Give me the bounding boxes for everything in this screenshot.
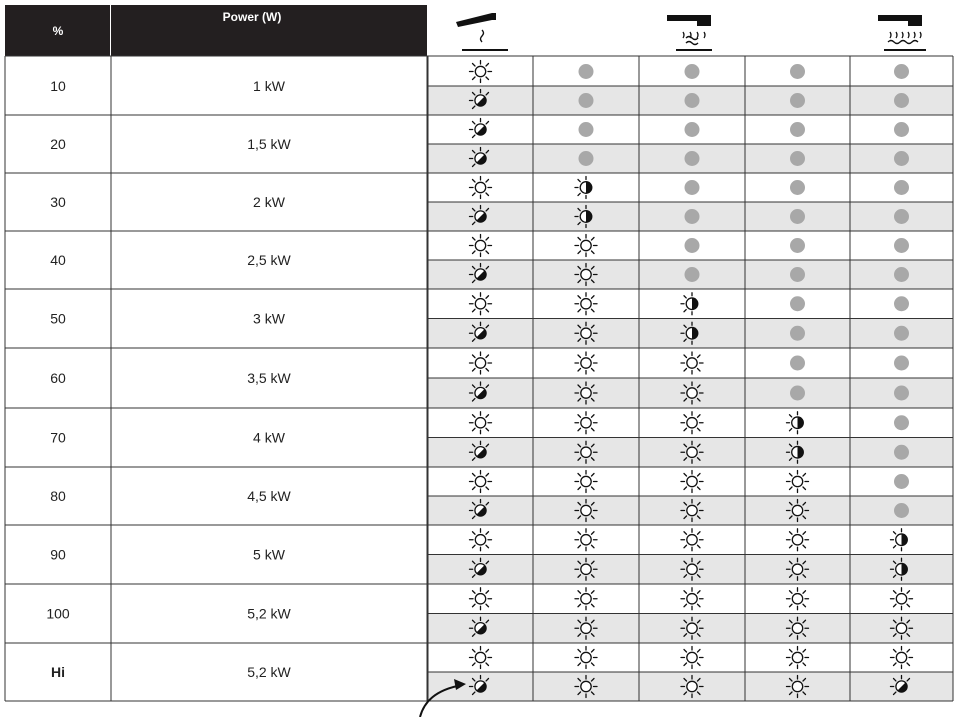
half-circle-icon bbox=[681, 293, 698, 315]
table-row bbox=[5, 412, 953, 467]
off-dot bbox=[790, 238, 805, 253]
sun-icon bbox=[470, 293, 492, 315]
off-dot bbox=[685, 267, 700, 282]
off-dot bbox=[894, 151, 909, 166]
power-value: 3 kW bbox=[253, 310, 285, 327]
power-value: 5,2 kW bbox=[247, 664, 291, 680]
sun-icon bbox=[681, 617, 703, 639]
table-row bbox=[5, 471, 953, 526]
off-dot bbox=[894, 415, 909, 430]
percent-value: 70 bbox=[50, 429, 66, 446]
off-dot bbox=[894, 267, 909, 282]
table-row bbox=[5, 61, 953, 116]
sun-icon bbox=[575, 352, 597, 374]
percent-value: 30 bbox=[50, 194, 66, 210]
sun-icon bbox=[575, 382, 597, 404]
sun-icon bbox=[575, 529, 597, 551]
off-dot bbox=[894, 386, 909, 401]
sun-icon bbox=[681, 647, 703, 669]
table-row bbox=[5, 119, 953, 174]
sun-icon bbox=[470, 529, 492, 551]
off-dot bbox=[685, 93, 700, 108]
table-row bbox=[5, 647, 953, 702]
sun-icon bbox=[891, 588, 913, 610]
power-value: 5 kW bbox=[253, 546, 285, 563]
power-value: 4,5 kW bbox=[247, 488, 291, 504]
heater-icon-level-1 bbox=[456, 13, 508, 50]
header-percent-label: % bbox=[52, 24, 64, 38]
sun-icon bbox=[575, 471, 597, 493]
sun-icon bbox=[681, 382, 703, 404]
off-dot bbox=[790, 64, 805, 79]
sun-icon bbox=[575, 676, 597, 698]
table-row bbox=[5, 588, 953, 643]
table-body bbox=[5, 56, 953, 701]
percent-value: 90 bbox=[50, 546, 66, 563]
off-dot bbox=[894, 209, 909, 224]
heater-icon-level-3 bbox=[878, 15, 926, 50]
sun-icon bbox=[787, 500, 809, 522]
sun-icon bbox=[575, 617, 597, 639]
sun-icon bbox=[470, 61, 492, 83]
off-dot bbox=[579, 122, 594, 137]
power-value: 1,5 kW bbox=[247, 136, 291, 152]
off-dot bbox=[894, 64, 909, 79]
sun-icon bbox=[575, 588, 597, 610]
percent-value: 60 bbox=[50, 370, 66, 386]
off-dot bbox=[894, 503, 909, 518]
sun-icon bbox=[470, 352, 492, 374]
off-dot bbox=[685, 209, 700, 224]
sun-icon bbox=[575, 235, 597, 257]
off-dot bbox=[894, 296, 909, 311]
sun-icon bbox=[681, 500, 703, 522]
off-dot bbox=[894, 356, 909, 371]
off-dot bbox=[894, 238, 909, 253]
header-power-label: Power (W) bbox=[222, 10, 282, 24]
off-dot bbox=[685, 180, 700, 195]
sun-icon bbox=[575, 264, 597, 286]
off-dot bbox=[685, 238, 700, 253]
off-dot bbox=[894, 326, 909, 341]
half-circle-icon bbox=[891, 529, 908, 551]
sun-icon bbox=[575, 647, 597, 669]
off-dot bbox=[790, 356, 805, 371]
percent-value: 50 bbox=[50, 310, 66, 327]
sun-icon bbox=[681, 676, 703, 698]
table-row bbox=[5, 235, 953, 290]
sun-icon bbox=[681, 471, 703, 493]
diagonal-circle-icon bbox=[470, 119, 489, 138]
sun-icon bbox=[681, 529, 703, 551]
sun-icon bbox=[575, 293, 597, 315]
off-dot bbox=[790, 93, 805, 108]
off-dot bbox=[894, 122, 909, 137]
sun-icon bbox=[470, 471, 492, 493]
table-row bbox=[5, 293, 953, 348]
off-dot bbox=[894, 445, 909, 460]
power-value: 2 kW bbox=[253, 194, 285, 210]
sun-icon bbox=[470, 235, 492, 257]
off-dot bbox=[579, 151, 594, 166]
sun-icon bbox=[575, 412, 597, 434]
percent-value: Hi bbox=[51, 664, 65, 680]
sun-icon bbox=[681, 441, 703, 463]
off-dot bbox=[579, 64, 594, 79]
sun-icon bbox=[787, 617, 809, 639]
table-row bbox=[5, 529, 953, 584]
half-circle-icon bbox=[787, 412, 804, 434]
off-dot bbox=[685, 122, 700, 137]
sun-icon bbox=[787, 471, 809, 493]
heater-icon-level-2 bbox=[667, 15, 712, 50]
percent-value: 100 bbox=[46, 605, 70, 622]
off-dot bbox=[790, 209, 805, 224]
off-dot bbox=[894, 474, 909, 489]
sun-icon bbox=[681, 558, 703, 580]
sun-icon bbox=[891, 617, 913, 639]
sun-icon bbox=[470, 588, 492, 610]
half-circle-icon bbox=[575, 177, 592, 199]
percent-value: 10 bbox=[50, 78, 66, 94]
off-dot bbox=[790, 296, 805, 311]
off-dot bbox=[790, 326, 805, 341]
sun-icon bbox=[575, 322, 597, 344]
sun-icon bbox=[787, 529, 809, 551]
off-dot bbox=[790, 151, 805, 166]
sun-icon bbox=[681, 352, 703, 374]
power-value: 4 kW bbox=[253, 429, 285, 446]
sun-icon bbox=[575, 441, 597, 463]
sun-icon bbox=[681, 412, 703, 434]
off-dot bbox=[790, 180, 805, 195]
sun-icon bbox=[787, 676, 809, 698]
table-row bbox=[5, 352, 953, 408]
power-value: 1 kW bbox=[253, 78, 285, 94]
off-dot bbox=[685, 151, 700, 166]
sun-icon bbox=[470, 647, 492, 669]
off-dot bbox=[894, 93, 909, 108]
off-dot bbox=[790, 386, 805, 401]
sun-icon bbox=[681, 588, 703, 610]
percent-value: 80 bbox=[50, 488, 66, 504]
table-row bbox=[5, 177, 953, 232]
sun-icon bbox=[575, 500, 597, 522]
percent-value: 40 bbox=[50, 252, 66, 268]
sun-icon bbox=[787, 558, 809, 580]
sun-icon bbox=[891, 647, 913, 669]
off-dot bbox=[790, 122, 805, 137]
off-dot bbox=[685, 64, 700, 79]
sun-icon bbox=[575, 558, 597, 580]
sun-icon bbox=[470, 412, 492, 434]
power-value: 3,5 kW bbox=[247, 370, 291, 386]
sun-icon bbox=[470, 177, 492, 199]
off-dot bbox=[894, 180, 909, 195]
sun-icon bbox=[787, 647, 809, 669]
sun-icon bbox=[787, 588, 809, 610]
percent-value: 20 bbox=[50, 136, 66, 152]
power-value: 2,5 kW bbox=[247, 252, 291, 268]
off-dot bbox=[790, 267, 805, 282]
off-dot bbox=[579, 93, 594, 108]
power-value: 5,2 kW bbox=[247, 605, 291, 622]
